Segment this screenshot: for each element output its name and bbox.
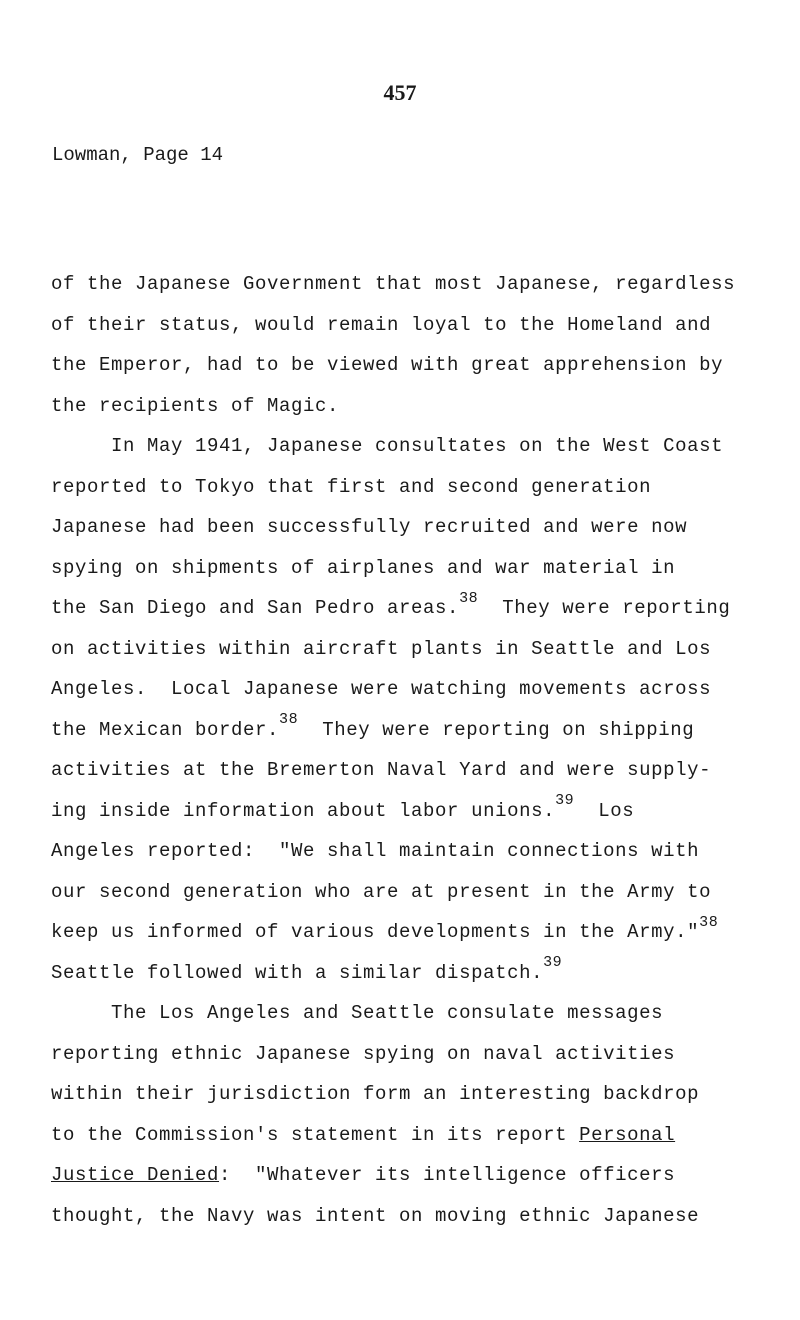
text-segment: The Los Angeles and Seattle consulate messages — [51, 1002, 664, 1024]
text-line — [51, 912, 771, 953]
text-segment: our second generation who are at present in the Army to — [51, 880, 712, 903]
text-segment: Angeles. Local Japanese were watching movements across — [51, 678, 712, 700]
text-segment: Seattle followed with a similar dispatch. — [51, 961, 544, 984]
text-line — [51, 386, 771, 427]
text-segment: In May 1941, Japanese consultates on the West Coast — [51, 435, 724, 457]
text-segment: the recipients of Magic. — [51, 394, 340, 417]
text-line — [51, 548, 771, 589]
text-line — [51, 1196, 771, 1237]
text-segment: to the Commission's statement in its report — [51, 1123, 580, 1146]
text-line — [51, 426, 771, 467]
text-segment: : "Whatever its intelligence officers — [219, 1164, 676, 1186]
underlined-title: Justice Denied — [51, 1164, 220, 1186]
footnote-reference: 39 — [543, 954, 563, 972]
text-line — [51, 588, 771, 629]
text-line — [51, 831, 771, 872]
text-line — [51, 507, 771, 548]
text-line — [51, 953, 771, 994]
text-line — [51, 872, 771, 913]
text-segment: reporting ethnic Japanese spying on naval activities — [51, 1042, 676, 1065]
text-line — [51, 1074, 771, 1115]
text-segment: reported to Tokyo that first and second generation — [51, 475, 652, 498]
text-line — [51, 629, 771, 670]
text-line — [51, 345, 771, 386]
text-line — [51, 791, 771, 832]
footnote-reference: 38 — [459, 589, 479, 607]
text-segment: the Mexican border. — [51, 718, 280, 741]
text-line — [51, 1115, 771, 1156]
text-segment: of their status, would remain loyal to the Homeland and — [51, 313, 712, 336]
text-line — [51, 669, 771, 710]
text-segment: Angeles reported: "We shall maintain connections with — [51, 840, 700, 862]
footnote-reference: 38 — [279, 711, 299, 729]
page-number: 457 — [383, 80, 417, 105]
running-header: Lowman, Page 14 — [52, 144, 224, 166]
underlined-title: Personal — [579, 1123, 676, 1146]
text-segment: They were reporting — [478, 597, 731, 619]
text-segment: ing inside information about labor unions. — [51, 799, 556, 822]
text-line — [51, 305, 771, 346]
text-segment: spying on shipments of airplanes and war material in — [51, 556, 676, 579]
text-segment: within their jurisdiction form an interesting backdrop — [51, 1083, 700, 1105]
text-segment: thought, the Navy was intent on moving ethnic Japanese — [51, 1204, 700, 1227]
text-line — [51, 710, 771, 751]
text-segment: Los — [574, 799, 635, 822]
text-segment: of the Japanese Government that most Japanese, regardless — [51, 273, 736, 295]
body-text — [51, 264, 771, 1236]
footnote-reference: 39 — [555, 792, 575, 810]
text-line — [51, 264, 771, 305]
text-segment: activities at the Bremerton Naval Yard and were supply- — [51, 759, 712, 781]
text-segment: the San Diego and San Pedro areas. — [51, 597, 460, 619]
text-line — [51, 750, 771, 791]
text-segment: the Emperor, had to be viewed with great apprehension by — [51, 354, 724, 376]
text-segment: They were reporting on shipping — [298, 718, 695, 741]
text-line — [51, 1034, 771, 1075]
text-segment: keep us informed of various developments in the Army." — [51, 921, 700, 943]
text-line — [51, 1155, 771, 1196]
text-segment: on activities within aircraft plants in Seattle and Los — [51, 637, 712, 660]
text-segment: Japanese had been successfully recruited and were now — [51, 516, 688, 538]
text-line — [51, 993, 771, 1034]
footnote-reference: 38 — [699, 913, 719, 931]
text-line — [51, 467, 771, 508]
